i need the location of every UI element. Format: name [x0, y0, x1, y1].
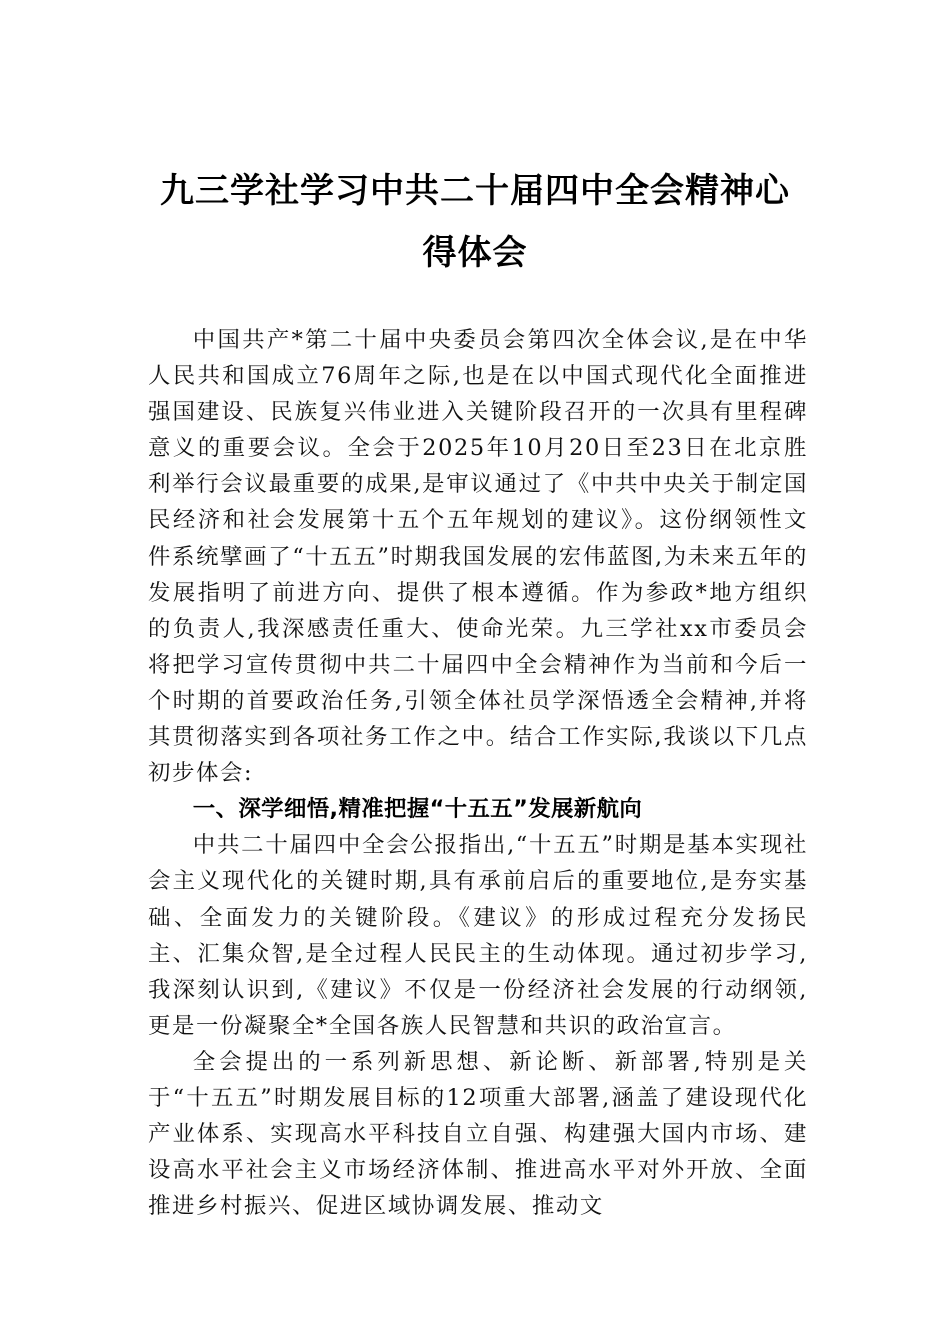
title-line-2: 得体会 — [422, 233, 528, 273]
section-1-paragraph-2: 全会提出的一系列新思想、新论断、新部署,特别是关于“十五五”时期发展目标的12项重大部署,涵盖了建设现代化产业体系、实现高水平科技自立自强、构建强大国内市场、建设高水平社会主义市场经济体制、推进高水平对外开放、全面推进乡村振兴、促进区域协调发展、推动文 — [148, 1048, 808, 1220]
document-body — [148, 322, 808, 1224]
title-line-1: 九三学社学习中共二十届四中全会精神心 — [160, 171, 790, 211]
section-1-paragraph-1: 中共二十届四中全会公报指出,“十五五”时期是基本实现社会主义现代化的关键时期,具有承前启后的重要地位,是夯实基础、全面发力的关键阶段。《建议》的形成过程充分发扬民主、汇集众智,是全过程人民民主的生动体现。通过初步学习,我深刻认识到,《建议》不仅是一份经济社会发展的行动纲领,更是一份凝聚全*全国各族人民智慧和共识的政治宣言。 — [148, 832, 808, 1039]
section-heading-1: 一、深学细悟,精准把握“十五五”发展新航向 — [192, 796, 643, 823]
document-title — [140, 160, 810, 284]
intro-paragraph: 中国共产*第二十届中央委员会第四次全体会议,是在中华人民共和国成立76周年之际,也是在以中国式现代化全面推进强国建设、民族复兴伟业进入关键阶段召开的一次具有里程碑意义的重要会议。全会于2025年10月20日至23日在北京胜利举行会议最重要的成果,是审议通过了《中共中央关于制定国民经济和社会发展第十五个五年规划的建议》。这份纲领性文件系统擘画了“十五五”时期我国发展的宏伟蓝图,为未来五年的发展指明了前进方向、提供了根本遵循。作为参政*地方组织的负责人,我深感责任重大、使命光荣。九三学社xx市委员会将把学习宣传贯彻中共二十届四中全会精神作为当前和今后一个时期的首要政治任务,引领全体社员学深悟透全会精神,并将其贯彻落实到各项社务工作之中。结合工作实际,我谈以下几点初步体会: — [148, 327, 808, 787]
